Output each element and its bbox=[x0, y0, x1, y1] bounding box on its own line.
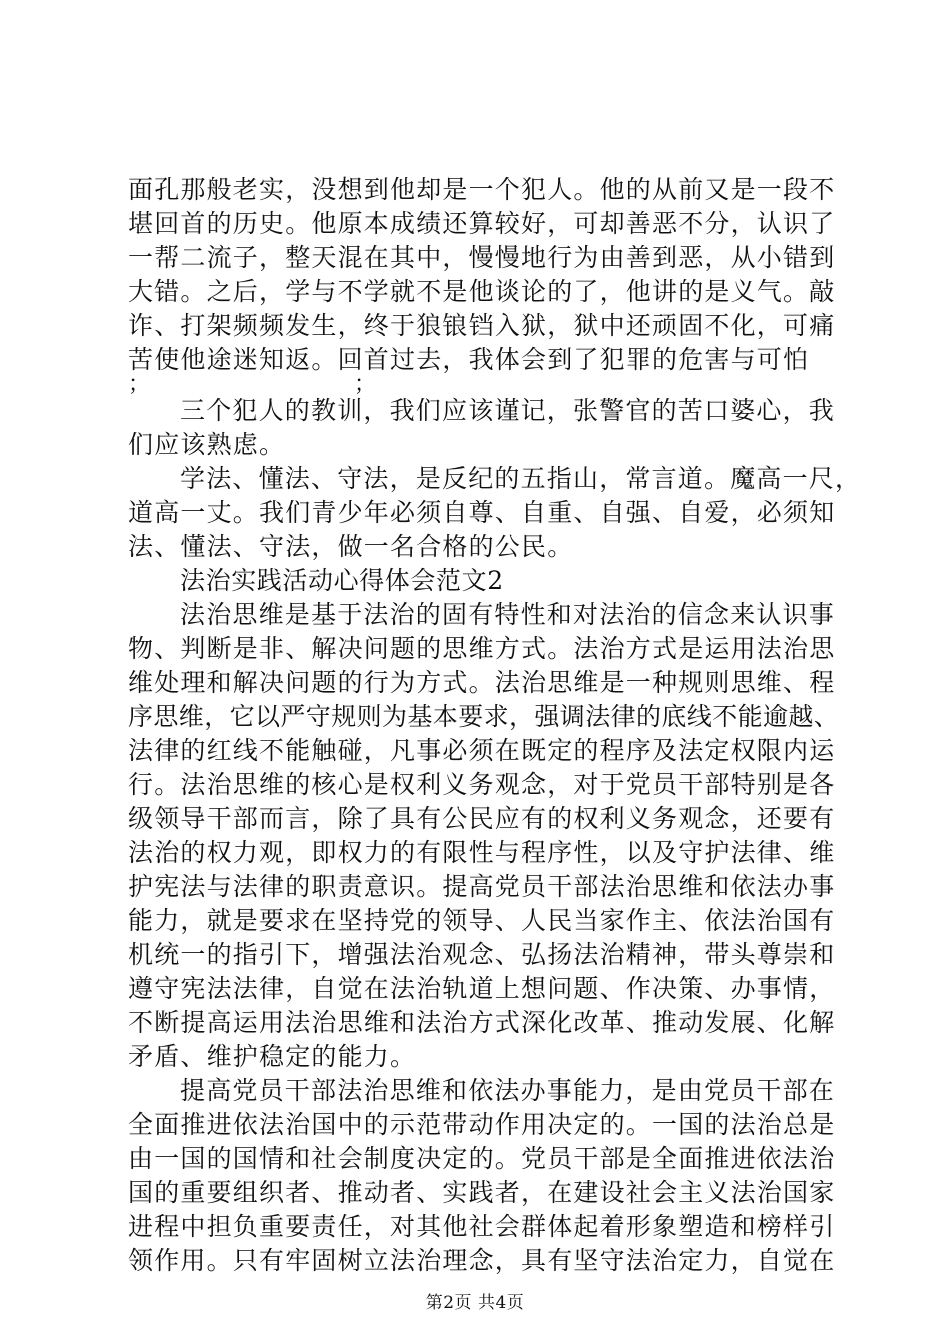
text-line: 法律的红线不能触碰，凡事必须在既定的程序及法定权限内运 bbox=[128, 736, 836, 765]
text-line: 序思维，它以严守规则为基本要求，强调法律的底线不能逾越、 bbox=[128, 702, 840, 731]
text-line: 堪回首的历史。他原本成绩还算较好，可却善恶不分，认识了 bbox=[128, 209, 836, 238]
semicolon: ； bbox=[128, 372, 151, 397]
text-line: 领作用。只有牢固树立法治理念，具有坚守法治定力，自觉在 bbox=[128, 1246, 836, 1275]
text-line: 维处理和解决问题的行为方式。法治思维是一种规则思维、程 bbox=[128, 668, 836, 697]
text-line: 诈、打架频频发生，终于狼锒铛入狱，狱中还顽固不化，可痛 bbox=[128, 311, 836, 340]
section-heading: 法治实践活动心得体会范文2 bbox=[180, 566, 504, 595]
text-line: 遵守宪法法律，自觉在法治轨道上想问题、作决策、办事情， bbox=[128, 974, 836, 1003]
text-line: 学法、懂法、守法，是反纪的五指山，常言道。魔高一尺， bbox=[180, 464, 862, 493]
text-line: 能力，就是要求在坚持党的领导、人民当家作主、依法治国有 bbox=[128, 906, 836, 935]
text-line: 行。法治思维的核心是权利义务观念，对于党员干部特别是各 bbox=[128, 770, 836, 799]
text-line: 法治思维是基于法治的固有特性和对法治的信念来认识事 bbox=[180, 600, 836, 629]
text-line: 大错。之后，学与不学就不是他谈论的了，他讲的是义气。敲 bbox=[128, 277, 836, 306]
text-line: 三个犯人的教训，我们应该谨记，张警官的苦口婆心，我 bbox=[180, 396, 836, 425]
text-line: 全面推进依法治国中的示范带动作用决定的。一国的法治总是 bbox=[128, 1110, 836, 1139]
text-line: 提高党员干部法治思维和依法办事能力，是由党员干部在 bbox=[180, 1076, 836, 1105]
text-line: 矛盾、维护稳定的能力。 bbox=[128, 1042, 417, 1071]
text-line: 苦使他途迷知返。回首过去，我体会到了犯罪的危害与可怕 bbox=[128, 345, 810, 374]
text-line: 们应该熟虑。 bbox=[128, 430, 286, 459]
semicolon: ； bbox=[354, 372, 377, 397]
text-line: 护宪法与法律的职责意识。提高党员干部法治思维和依法办事 bbox=[128, 872, 836, 901]
text-line: 不断提高运用法治思维和法治方式深化改革、推动发展、化解 bbox=[128, 1008, 836, 1037]
text-line: 一帮二流子，整天混在其中，慢慢地行为由善到恶，从小错到 bbox=[128, 243, 836, 272]
text-line: 法、懂法、守法，做一名合格的公民。 bbox=[128, 532, 574, 561]
text-line: 国的重要组织者、推动者、实践者，在建设社会主义法治国家 bbox=[128, 1178, 836, 1207]
text-line: 级领导干部而言，除了具有公民应有的权利义务观念，还要有 bbox=[128, 804, 836, 833]
page-number-footer: 第2页 共4页 bbox=[425, 1293, 525, 1313]
text-line: 物、判断是非、解决问题的思维方式。法治方式是运用法治思 bbox=[128, 634, 836, 663]
text-line: 进程中担负重要责任，对其他社会群体起着形象塑造和榜样引 bbox=[128, 1212, 836, 1241]
text-line: 面孔那般老实，没想到他却是一个犯人。他的从前又是一段不 bbox=[128, 175, 836, 204]
text-line: 由一国的国情和社会制度决定的。党员干部是全面推进依法治 bbox=[128, 1144, 836, 1173]
text-line: 机统一的指引下，增强法治观念、弘扬法治精神，带头尊崇和 bbox=[128, 940, 836, 969]
text-line: 法治的权力观，即权力的有限性与程序性，以及守护法律、维 bbox=[128, 838, 836, 867]
text-line: 道高一丈。我们青少年必须自尊、自重、自强、自爱，必须知 bbox=[128, 498, 836, 527]
